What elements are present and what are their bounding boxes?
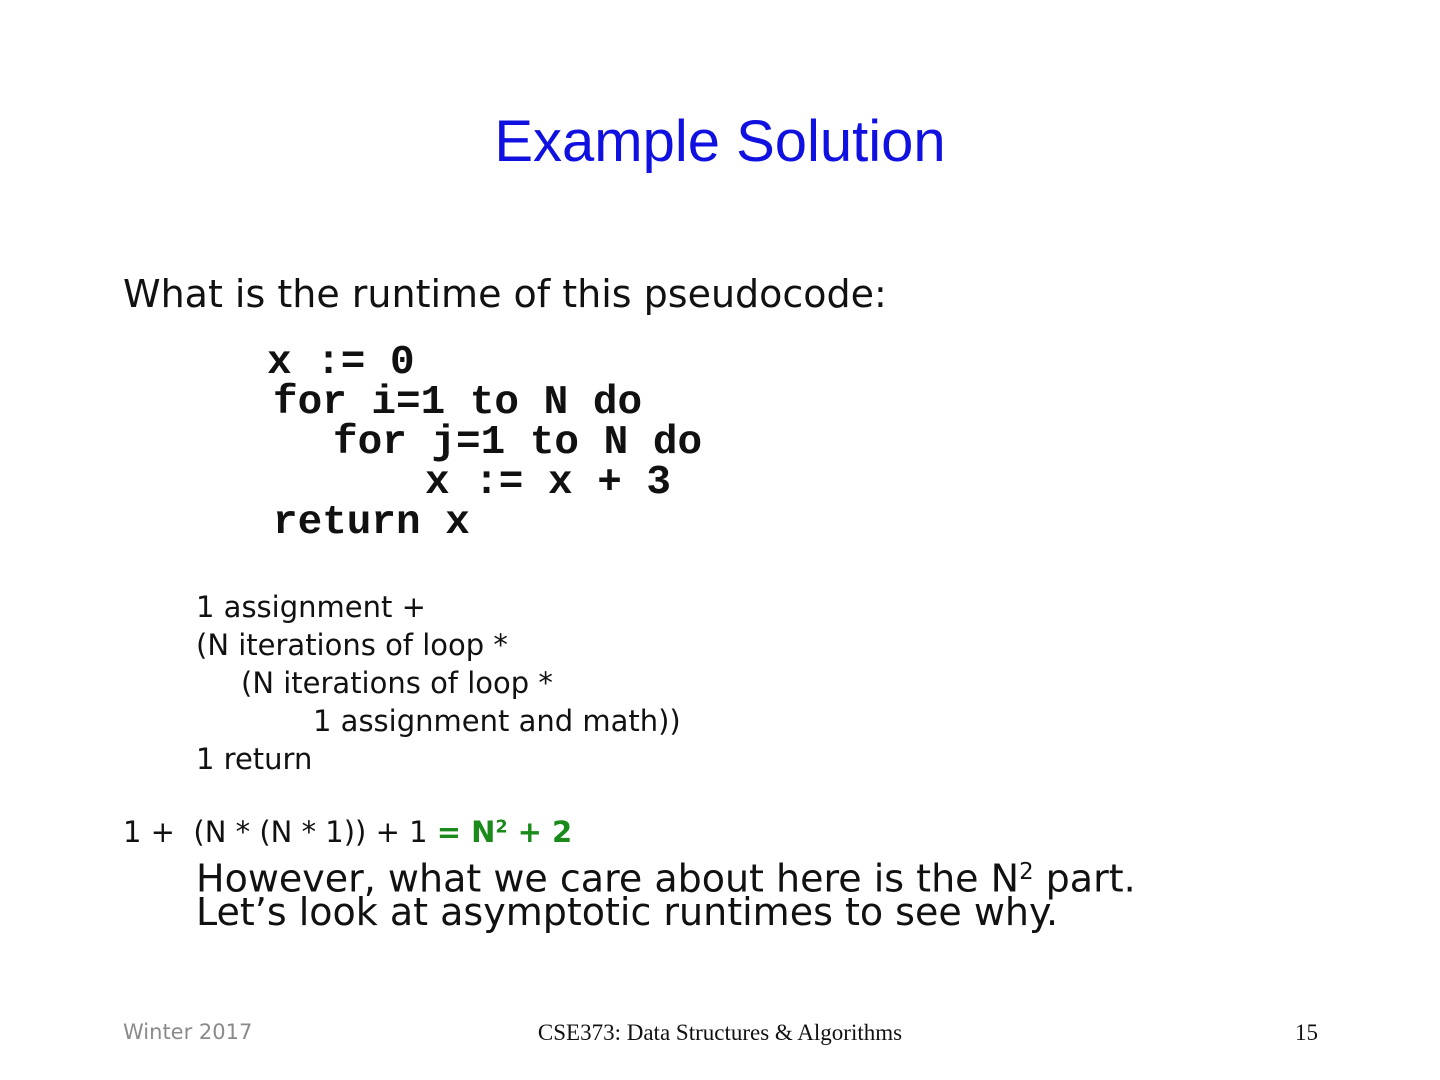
equation-result-exponent: 2 [495,817,508,838]
footer-term: Winter 2017 [123,1020,253,1044]
conclusion-line-2: Let’s look at asymptotic runtimes to see why. [196,890,1059,934]
conclusion-text: However, what we care about here is the N [196,856,1020,901]
cost-line: (N iterations of loop * [196,628,508,662]
code-line: x := 0 [267,340,415,386]
equation-prefix: 1 + (N * (N * 1)) + 1 [123,815,437,849]
slide-title: Example Solution [494,109,946,174]
footer-course: CSE373: Data Structures & Algorithms [537,1020,903,1045]
code-line: for i=1 to N do [273,380,643,426]
conclusion-text-end: part. [1033,856,1136,901]
cost-line: 1 return [196,742,313,776]
code-line: for j=1 to N do [333,420,703,466]
code-line: x := x + 3 [425,460,672,506]
code-line: return x [273,500,470,546]
equation-result [437,815,572,849]
cost-line: 1 assignment + [196,590,426,624]
conclusion-exponent: 2 [1019,859,1034,885]
equation-result-base: = N [436,815,496,849]
cost-line: 1 assignment and math)) [313,704,681,738]
equation-result-tail: + 2 [507,815,573,849]
runtime-equation [123,815,572,849]
page-number: 15 [1295,1020,1318,1045]
cost-line: (N iterations of loop * [241,666,553,700]
question-text: What is the runtime of this pseudocode: [123,272,887,316]
